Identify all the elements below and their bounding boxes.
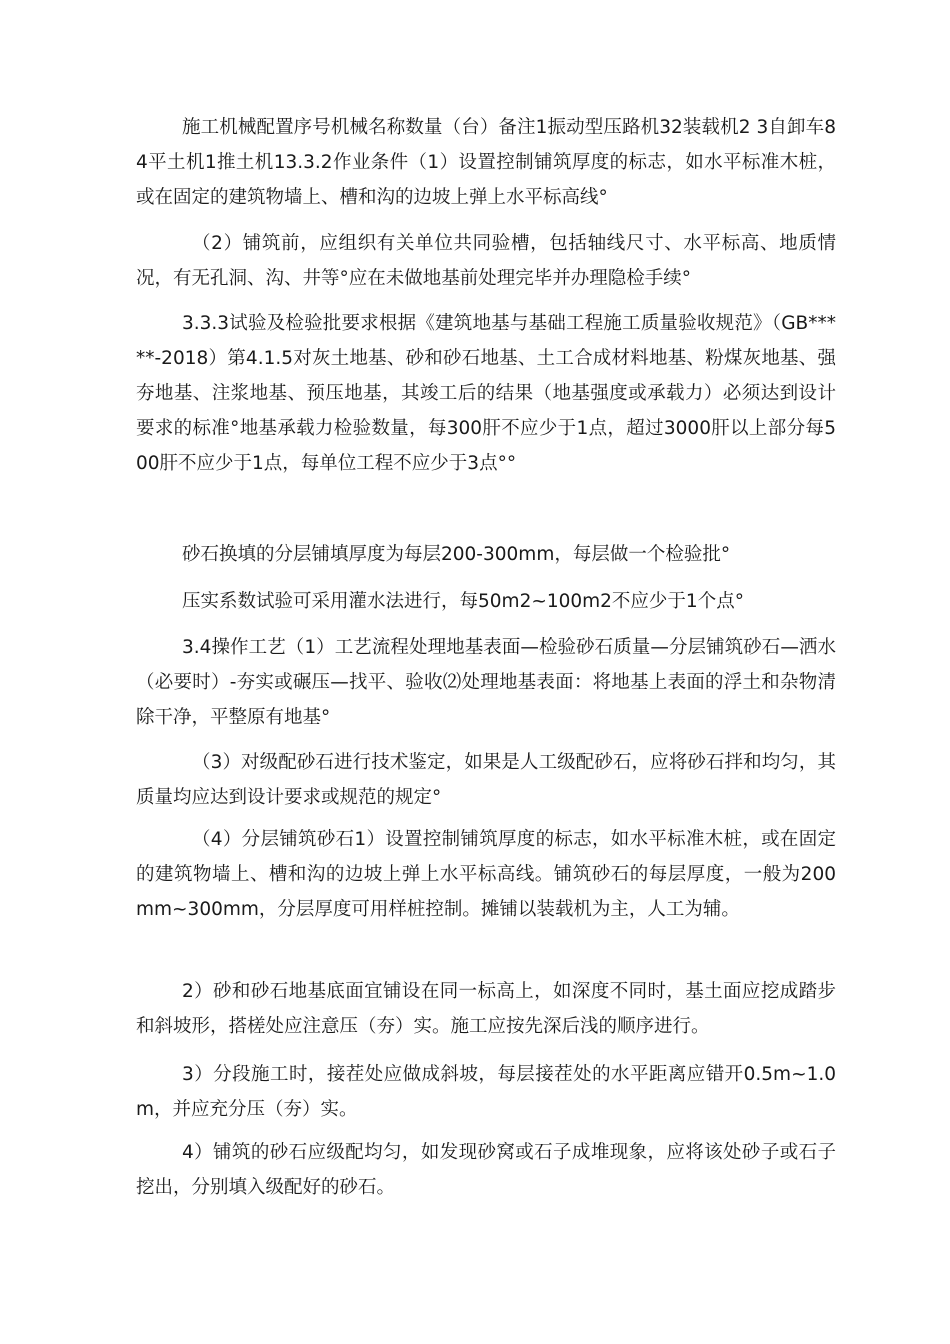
paragraph-base-elevation: 2）砂和砂石地基底面宜铺设在同一标高上，如深度不同时，基土面应挖成踏步和斜坡形，搭槎处应注意压（夯）实。施工应按先深后浅的顺序进行。 bbox=[136, 981, 836, 1037]
paragraph-machinery-config: 施工机械配置序号机械名称数量（台）备注1振动型压路机32装载机2 3自卸车84平土机1推土机13.3.2作业条件（1）设置控制铺筑厚度的标志，如水平标准木桩，或在固定的建筑物墙上、槽和沟的边坡上弹上水平标高线° bbox=[136, 117, 836, 208]
paragraph-compaction-test: 压实系数试验可采用灌水法进行，每50m2~100m2不应少于1个点° bbox=[182, 591, 744, 612]
paragraph-operation-process: 3.4操作工艺（1）工艺流程处理地基表面—检验砂石质量—分层铺筑砂石—洒水（必要时）-夯实或碾压—找平、验收⑵处理地基表面：将地基上表面的浮土和杂物清除干净，平整原有地基° bbox=[136, 637, 836, 728]
paragraph-segmented-construction: 3）分段施工时，接茬处应做成斜坡，每层接茬处的水平距离应错开0.5m~1.0m，并应充分压（夯）实。 bbox=[136, 1064, 836, 1120]
paragraph-pre-laying: （2）铺筑前，应组织有关单位共同验槽，包括轴线尺寸、水平标高、地质情况，有无孔洞、沟、井等°应在未做地基前处理完毕并办理隐检手续° bbox=[136, 233, 836, 289]
paragraph-gradation-uniform: 4）铺筑的砂石应级配均匀，如发现砂窝或石子成堆现象，应将该处砂子或石子挖出，分别填入级配好的砂石。 bbox=[136, 1142, 836, 1198]
paragraph-inspection-requirements: 3.3.3试验及检验批要求根据《建筑地基与基础工程施工质量验收规范》（GB*****-2018）第4.1.5对灰土地基、砂和砂石地基、土工合成材料地基、粉煤灰地基、强夯地基、注浆地基、预压地基，其竣工后的结果（地基强度或承载力）必须达到设计要求的标准°地基承载力检验数量，每300肝不应少于1点，超过3000肝以上部分每500肝不应少于1点，每单位工程不应少于3点°° bbox=[136, 313, 836, 474]
paragraph-gradation-check: （3）对级配砂石进行技术鉴定，如果是人工级配砂石，应将砂石拌和均匀，其质量均应达到设计要求或规范的规定° bbox=[136, 752, 836, 808]
paragraph-layered-laying: （4）分层铺筑砂石1）设置控制铺筑厚度的标志，如水平标准木桩，或在固定的建筑物墙上、槽和沟的边坡上弹上水平标高线。铺筑砂石的每层厚度，一般为200mm~300mm，分层厚度可用样桩控制。摊铺以装载机为主，人工为辅。 bbox=[136, 829, 836, 920]
paragraph-layer-thickness: 砂石换填的分层铺填厚度为每层200-300mm，每层做一个检验批° bbox=[182, 544, 731, 565]
